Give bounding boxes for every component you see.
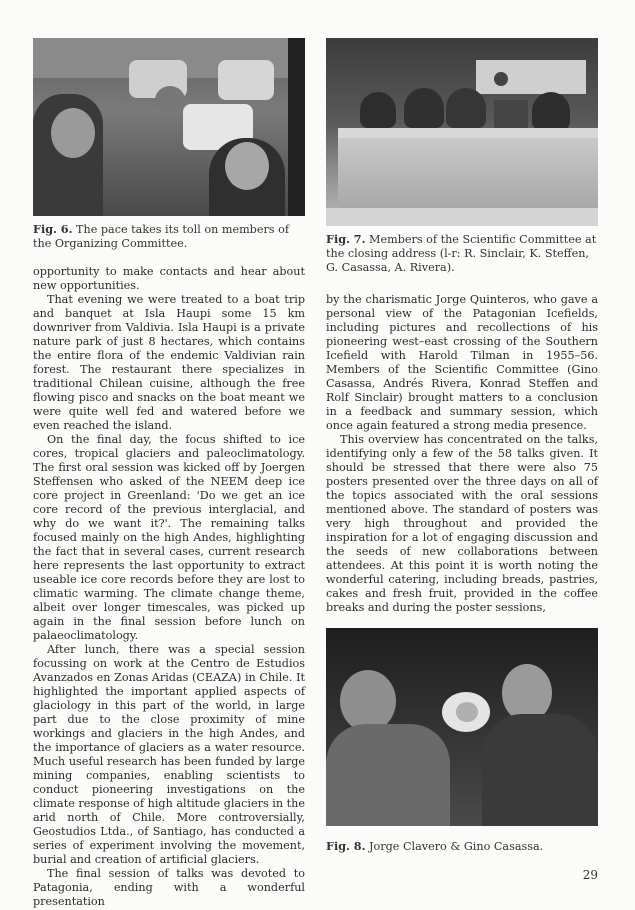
left-paragraph-5: The final session of talks was devoted to Patagonia, ending with a wonderful presentation <box>33 867 305 908</box>
figure-6-caption-text: The pace takes its toll on members of the Organizing Committee. <box>33 223 289 250</box>
figure-7-photo <box>326 38 598 226</box>
left-paragraph-4: After lunch, there was a special session focussing on work at the Centro de Estudios Avanzados en Zonas Aridas (CEAZA) in Chile. It highlighted the important applied aspects of glaciology in this part of the world, in large part due to the close proximity of mine workings and glaciers in the high Andes, and the importance of glaciers as a water resource. Much useful research has been funded by large mining companies, enabling scientists to conduct pioneering investigations on the climate response of high altitude glaciers in the arid north of Chile. More controversially, Geostudios Ltda., of Santiago, has conducted a series of experiment involving the movement, burial and creation of artificial glaciers. <box>33 643 305 866</box>
figure-8-photo <box>326 628 598 826</box>
figure-8-caption <box>326 839 598 854</box>
right-paragraph-1: by the charismatic Jorge Quinteros, who gave a personal view of the Patagonian Icefields, including pictures and recollections of his pioneering west–east crossing of the Southern Icefield with Harold Tilman in 1955–56. Members of the Scientific Committee (Gino Casassa, Andrés Rivera, Konrad Steffen and Rolf Sinclair) brought matters to a conclusion in a feedback and summary session, which once again featured a strong media presence. <box>326 293 598 432</box>
figure-6-photo <box>33 38 305 216</box>
right-column <box>326 38 598 615</box>
figure-8-label: Fig. 8. <box>326 839 366 853</box>
left-paragraph-3: On the final day, the focus shifted to ice cores, tropical glaciers and paleoclimatology. The first oral session was kicked off by Joergen Steffensen who asked of the NEEM deep ice core project in Greenland: 'Do we get an ice core record of the previous interglacial, and why do we want it?'. The remaining talks focused mainly on the high Andes, highlighting the fact that in several cases, current research here represents the last opportunity to extract useable ice core records before they are lost to climatic warming. The climate change theme, albeit over longer timescales, was picked up again in the final session before lunch on palaeoclimatology. <box>33 433 305 642</box>
left-body-text <box>33 265 305 909</box>
left-paragraph-1: opportunity to make contacts and hear about new opportunities. <box>33 265 305 292</box>
figure-8-caption-text: Jorge Clavero & Gino Casassa. <box>369 840 544 853</box>
page-number: 29 <box>582 868 598 882</box>
figure-7-label: Fig. 7. <box>326 232 366 246</box>
figure-6-caption <box>33 222 305 251</box>
left-paragraph-2: That evening we were treated to a boat trip and banquet at Isla Haupi some 15 km downriver from Valdivia. Isla Haupi is a private nature park of just 8 hectares, which contains the entire flora of the endemic Valdivian rain forest. The restaurant there specializes in traditional Chilean cuisine, although the free flowing pisco and snacks on the boat meant we were quite well fed and watered before we even reached the island. <box>33 293 305 432</box>
right-paragraph-2: This overview has concentrated on the talks, identifying only a few of the 58 talks given. It should be stressed that there were also 75 posters presented over the three days on all of the topics associated with the oral sessions mentioned above. The standard of posters was very high throughout and provided the inspiration for a lot of engaging discussion and the seeds of new collaborations between attendees. At this point it is worth noting the wonderful catering, including breads, pastries, cakes and fresh fruit, provided in the coffee breaks and during the poster sessions, <box>326 433 598 614</box>
figure-7-caption-text: Members of the Scientific Committee at the closing address (l-r: R. Sinclair, K. Steffen, G. Casassa, A. Rivera). <box>326 233 597 274</box>
left-column <box>33 38 305 909</box>
figure-6-label: Fig. 6. <box>33 222 73 236</box>
right-body-text <box>326 293 598 615</box>
figure-7-caption <box>326 232 598 275</box>
